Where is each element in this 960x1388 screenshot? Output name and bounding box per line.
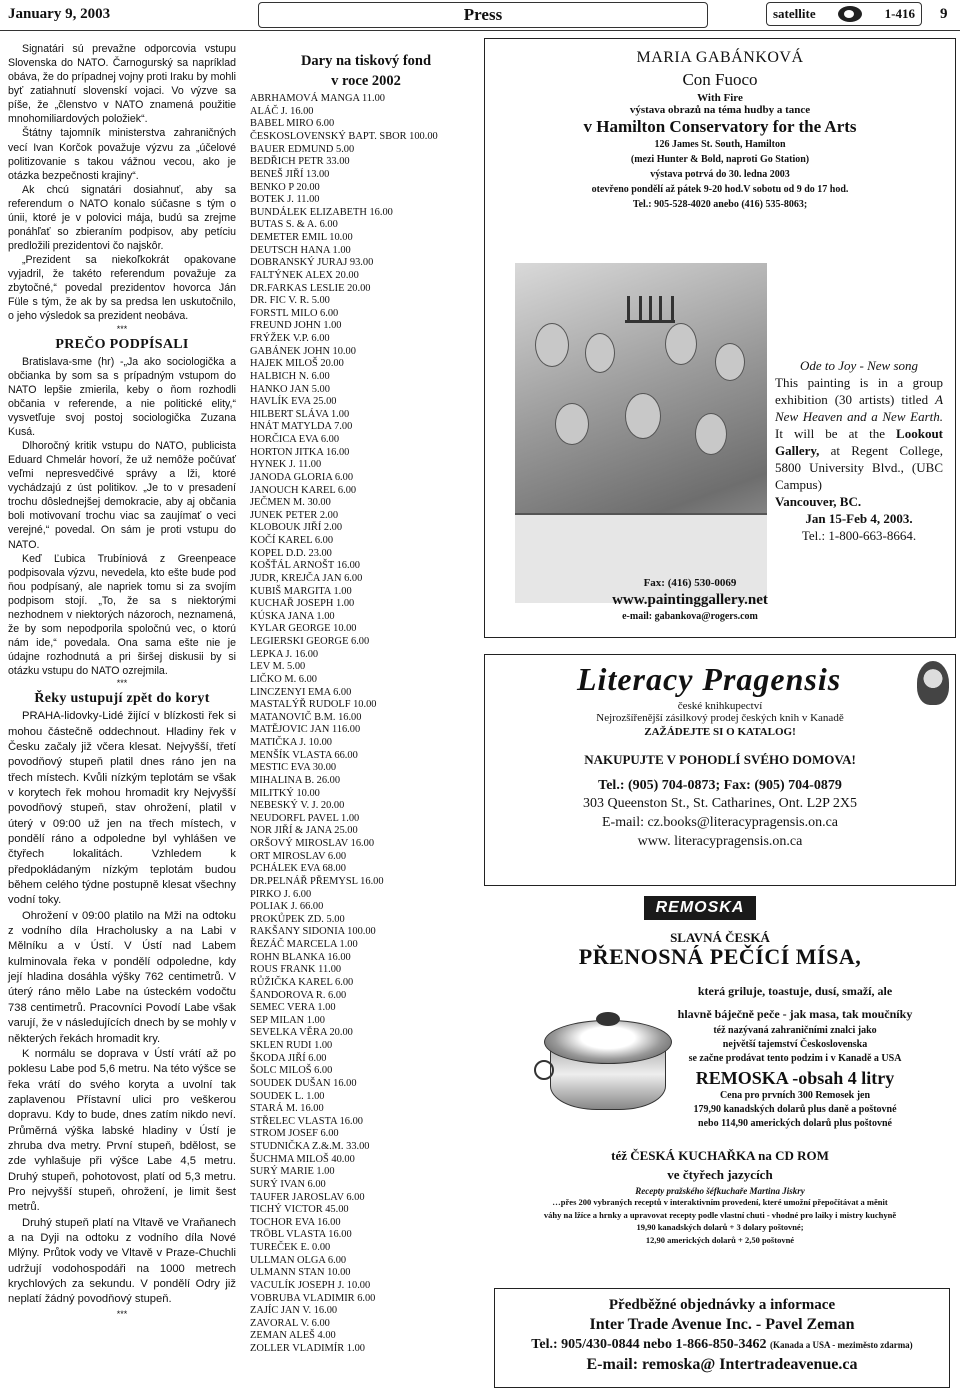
portrait-icon — [917, 661, 949, 705]
satellite-box — [766, 2, 922, 26]
donor-item: STROM JOSEF 6.00 — [250, 1128, 339, 1140]
donor-item: KOČÍ KAREL 6.00 — [250, 535, 334, 546]
donor-item: GABÁNEK JOHN 10.00 — [250, 345, 356, 357]
donor-item: ALÁČ J. 16.00 — [250, 105, 314, 117]
donor-item: NOR JIŘÍ & JANA 25.00 — [250, 825, 358, 837]
donor-item: BOTEK J. 11.00 — [250, 194, 320, 206]
article-paragraph: „Prezident sa niekoľkokrát opakovane vyjadril, že takéto referendum považuje za zbytočné,“ povedal prezidentov hovorca Ján Füle s tým, že ak by sa predsa len uskutočnilo, o jeho výsledok sa prezident neobáva. — [8, 254, 236, 323]
cookbook-offer: též ČESKÁ KUCHAŘKA na CD ROM ve čtyřech jazycích Recepty pražského šéfkuchaře Martina Jiskry …přes 200 vybraných receptů v interaktivním provedení, které umožní přepočítávat a měnit váhy na lžíce a hrnky a upravovat recepty podle vlastní chuti - vhodné pro laiky i mistry kuchyně 19,90 kanadských dolarů + 3 dolary poštovné; 12,90 amerických dolarů + 2,50 poštovné — [543, 1148, 897, 1245]
donor-item: STUDNIČKA Z.&.M. 33.00 — [250, 1141, 370, 1152]
donor-item: ROUS FRANK 11.00 — [250, 964, 342, 976]
donor-item: SOUDEK DUŠAN 16.00 — [250, 1077, 357, 1089]
literacy-catalog: ZAŽÁDEJTE SI O KATALOG! — [644, 726, 796, 738]
donor-item: KUBIŠ MARGITA 1.00 — [250, 585, 352, 597]
donor-item: DR.PELNÁŘ PŘEMYSL 16.00 — [250, 875, 384, 887]
donor-item: SURÝ MARIE 1.00 — [250, 1166, 335, 1178]
literacy-desc: Nejrozšířenější zásilkový prodej českých knih v Kanadě — [596, 712, 844, 724]
gallery-ad — [484, 38, 956, 638]
donor-item: BUTAS S. & A. 6.00 — [250, 219, 338, 231]
donor-item: ZEMAN ALEŠ 4.00 — [250, 1330, 336, 1342]
article-paragraph: Keď Ľubica Trubíniová z Greenpeace podpisovala výzvu, nevedela, kto ešte bude pod ňou podpísaný, ale napriek tomu si za svojím podpisom stojí. „To, že sa s niektorými nezhodnem v niektorých názoroch, neznamená, že by som nepodporila spoločnú vec, o ktorú nám ide,“ povedala. Ona sama ešte nie je údajne rozhodnutá a pri širšej diskusii by si otázku vstupu do NATO ozrejmila. — [8, 552, 236, 678]
literacy-email-link[interactable]: E-mail: cz.books@literacypragensis.on.ca — [601, 815, 839, 830]
donor-item: SKLEN RUDI 1.00 — [250, 1040, 333, 1051]
literacy-tagline: české knihkupectví — [677, 700, 763, 712]
donor-item: TAUFER JAROSLAV 6.00 — [250, 1191, 365, 1203]
donor-item: ZAJÍC JAN V. 16.00 — [250, 1305, 338, 1317]
donor-item: ORT MIROSLAV 6.00 — [250, 850, 347, 862]
donor-item: TUREČEK E. 0.00 — [250, 1242, 331, 1253]
price-cad: 179,90 kanadských dolarů plus daně a poštovné — [693, 1104, 897, 1115]
donor-item: DEUTSCH HANA 1.00 — [250, 244, 351, 256]
exhibit-dates: výstava potrvá do 30. ledna 2003 — [650, 169, 790, 180]
donor-item: JUNEK PETER 2.00 — [250, 509, 339, 521]
donor-item: ŠOLC MILOŠ 6.00 — [250, 1065, 333, 1077]
exhibit-venue: v Hamilton Conservatory for the Arts — [583, 117, 857, 136]
donor-item: LEGIERSKI GEORGE 6.00 — [250, 636, 370, 647]
donor-item: ŘEZÁČ MARCELA 1.00 — [250, 939, 358, 950]
donor-item: FREUND JOHN 1.00 — [250, 320, 342, 332]
artist-name: MARIA GABÁNKOVÁ — [636, 49, 804, 66]
donor-item: PIRKO J. 6.00 — [250, 888, 312, 900]
donor-item: HILBERT SLÁVA 1.00 — [250, 408, 350, 420]
donor-item: SEVELKA VĚRA 20.00 — [250, 1027, 353, 1039]
gallery-website-link[interactable]: www.paintinggallery.net — [612, 592, 768, 608]
donor-item: NEBESKÝ V. J. 20.00 — [250, 800, 345, 812]
news-column — [8, 42, 236, 1320]
venue-address2: (mezi Hunter & Bold, naproti Go Station) — [630, 154, 810, 165]
donor-item: DR. FIC V. R. 5.00 — [250, 295, 330, 307]
article-paragraph: K normálu se doprava v Ústí vrátí až po poklesu Labe pod 5,6 metru. Na této výšce se řeka vrátí do svého koryta a uvolní tak zaplavenou Přístavní ulici pro veškerou dopravu. Kdy to bude, dnes zatím nikdo neví. Průměrná výška labské hladiny v Ústí je zhruba dva metry. První stupeň, bdělost, se zde vyhlašuje při výšce Labe 4,5 metru. Druhý stupeň, pohotovost, platí od 5,3 metru. Pro nejvyšší stupeň, ohrožení, je limit šest metrů. — [8, 1047, 236, 1214]
donor-item: MASTALÝŘ RUDOLF 10.00 — [250, 699, 377, 711]
remoska-description: která griluje, toastuje, dusí, smaží, ale hlavně báječně peče - jak masa, tak moučníky též nazývaná zahraničními znalci jako největší tajemství Československa se začne prodávat tento podzim i v Kanadě a USA REMOSKA -obsah 4 litry Cena pro prvních 300 Remosek jen 179,90 kanadských dolarů plus daně a poštovné nebo 114,90 amerických dolarů plus poštovné — [634, 984, 956, 1131]
venue-address: 126 James St. South, Hamilton — [654, 139, 786, 150]
remoska-logo: REMOSKA — [644, 896, 756, 920]
article-paragraph: Signatári sú prevažne odporcovia vstupu Slovenska do NATO. Čarnogurský sa napríklad obáva, že do prípadnej vojny proti Iraku by mohli byť zatiahnutí slovenskí vojaci. Vo výzve sa píše, že „členstvo v NATO znamená použitie mnohomiliardových položiek“. — [8, 43, 236, 126]
article-paragraph: Ohrožení v 09:00 platilo na Mži na odtoku z vodního díla Hracholusky a na Labi v Mělníku a v Ústí. V Ústí nad Labem kulminovala řeka v pondělí odpoledne, kdy její hladina dosáhla výšky 762 centimetrů. V úterý ráno mělo Labe na ústeckém vodočtu 738 centimetrů. Pracovníci Povodí Labe však varují, že v následujících dnech by se mohly v některých řekách hromadit kry. — [8, 909, 236, 1045]
donor-item: HORTON JITKA 16.00 — [250, 446, 350, 458]
donor-item: KYLAR GEORGE 10.00 — [250, 623, 357, 635]
ode-text: Ode to Joy - New song This painting is in a group exhibition (30 artists) titled A New Heaven and a New Earth. It will be at the Lookout Gallery, at Regent College, 5800 University Blvd., (UBC Campus) Vancouver, BC. Jan 15-Feb 4, 2003. Tel.: 1-800-663-8664. — [775, 358, 944, 543]
gallery-fax: Fax: (416) 530-0069 — [643, 577, 737, 589]
literacy-logo-text: Literacy Pragensis — [577, 661, 842, 697]
donors-title: Dary na tiskový fond v roce 2002 — [300, 53, 432, 89]
painting-image — [515, 263, 767, 603]
donor-item: ŠKODA JIŘÍ 6.00 — [250, 1052, 327, 1064]
literacy-slogan: NAKUPUJTE V POHODLÍ SVÉHO DOMOVA! — [584, 752, 856, 767]
satellite-number: 1-416 — [884, 6, 915, 21]
donor-item: HANKO JAN 5.00 — [250, 383, 330, 395]
price-usd: nebo 114,90 amerických dolarů plus poštovné — [698, 1118, 892, 1129]
donor-item: DOBRANSKÝ JURAJ 93.00 — [250, 257, 374, 269]
donor-item: SOUDEK L. 1.00 — [250, 1090, 325, 1102]
donor-item: HAJEK MILOŠ 20.00 — [250, 358, 344, 370]
donor-item: SEMEC VERA 1.00 — [250, 1002, 336, 1014]
remoska-headline: PŘENOSNÁ PEČÍCÍ MÍSA, — [578, 944, 862, 969]
order-info-box: Předběžné objednávky a informace Inter Trade Avenue Inc. - Pavel Zeman Tel.: 905/430-0844 nebo 1-866-850-3462 (Kanada a USA - meziměsto zdarma) E-mail: remoska@ Intertradeavenue.ca — [494, 1288, 950, 1388]
donor-item: LEPKA J. 16.00 — [250, 648, 319, 660]
donor-item: BAUER EDMUND 5.00 — [250, 143, 355, 155]
donor-item: FRÝŽEK V.P. 6.00 — [250, 333, 330, 344]
gallery-tel: Tel.: 905-528-4020 anebo (416) 535-8063; — [632, 199, 808, 210]
remoska-kicker: SLAVNÁ ČESKÁ — [670, 930, 770, 945]
exhibit-hours: otevřeno pondělí až pátek 9-20 hod.V sobotu od 9 do 17 hod. — [591, 184, 849, 195]
separator: *** — [116, 323, 128, 334]
donor-item: KOŠŤÁL ARNOŠT 16.00 — [250, 560, 360, 572]
donor-item: FALTÝNEK ALEX 20.00 — [250, 269, 359, 281]
donor-item: LIČKO M. 6.00 — [250, 673, 317, 685]
donor-item: JANODA GLORIA 6.00 — [250, 471, 354, 483]
donor-item: LEV M. 5.00 — [250, 661, 306, 673]
donor-item: DR.FARKAS LESLIE 20.00 — [250, 282, 371, 294]
donor-item: SEP MILAN 1.00 — [250, 1014, 325, 1026]
literacy-phone: Tel.: (905) 704-0873; Fax: (905) 704-0879 — [598, 778, 842, 793]
donor-item: KLOBOUK JIŘÍ 2.00 — [250, 522, 343, 534]
donor-item: MESTIC EVA 30.00 — [250, 762, 337, 774]
donor-item: ORŠOVÝ MIROSLAV 16.00 — [250, 838, 375, 849]
donor-item: MIHALINA B. 26.00 — [250, 774, 341, 786]
donor-item: DEMETER EMIL 10.00 — [250, 232, 353, 243]
donor-item: POLIAK J. 66.00 — [250, 901, 324, 913]
donor-item: TOCHOR EVA 16.00 — [250, 1216, 341, 1228]
donor-item: ZOLLER VLADIMÍR 1.00 — [250, 1343, 365, 1354]
donor-item: ABRHAMOVÁ MANGA 11.00 — [250, 93, 385, 105]
donor-item: RAKŠANY SIDONIA 100.00 — [250, 926, 376, 938]
article-paragraph: Bratislava-sme (hr) -„Ja ako sociologička a občianka by som sa s prípadným vstupom do NATO lepšie zmierila, keby o ňom rozhodli občania v referende, a nie politické elity,“ vysvetľuje svoj postoj sociologička Zuzana Kusá. — [8, 355, 236, 438]
donor-item: ROHN BLANKA 16.00 — [250, 951, 351, 963]
donor-item: KÚSKA JANA 1.00 — [250, 610, 335, 622]
donor-item: ULMANN STAN 10.00 — [250, 1267, 351, 1279]
issue-date: January 9, 2003 — [8, 6, 111, 22]
donor-item: ZAVORAL V. 6.00 — [250, 1317, 330, 1329]
satellite-label: satellite — [773, 6, 816, 21]
donor-item: ŠUCHMA MILOŠ 40.00 — [250, 1153, 355, 1165]
article-paragraph: Ak chcú signatári dosiahnuť, aby sa referendum o NATO konalo súčasne s tým o únii, ktoré je v polovici mája, budú sa zrejme ponáhľať so zbieraním podpisov, aby petíciu predložili prezidentovi čo najskôr. — [8, 183, 236, 253]
remoska-ad — [484, 892, 956, 1388]
exhibit-title: Con Fuoco — [682, 70, 758, 89]
donor-item: MATANOVIČ B.M. 16.00 — [250, 711, 362, 723]
donor-item: ŠANDOROVA R. 6.00 — [250, 989, 347, 1001]
donor-item: BEDŘICH PETR 33.00 — [250, 156, 350, 168]
donor-item: MATIČKA J. 10.00 — [250, 737, 332, 748]
donor-item: ČESKOSLOVENSKÝ BAPT. SBOR 100.00 — [250, 131, 438, 142]
donor-item: LINCZENYI EMA 6.00 — [250, 686, 352, 698]
literacy-address: 303 Queenston St., St. Catharines, Ont. L2P 2X5 — [582, 796, 858, 811]
donor-item: HORČICA EVA 6.00 — [250, 434, 340, 445]
section-title: Press — [258, 2, 708, 28]
donor-item: JUDR, KREJČA JAN 6.00 — [250, 572, 363, 584]
literacy-website-link[interactable]: www. literacypragensis.on.ca — [637, 834, 803, 849]
donor-item: TRÖBL VLASTA 16.00 — [250, 1229, 352, 1241]
remoska-product: REMOSKA -obsah 4 litry — [695, 1068, 895, 1088]
exhibit-desc: výstava obrazů na téma hudby a tance — [629, 104, 811, 116]
donor-item: PROKŮPEK ZD. 5.00 — [250, 913, 345, 925]
article-paragraph: Dlhoročný kritik vstupu do NATO, publicista Eduard Chmelár hovorí, že už nemôže počúvať veľmi nepresvedčivé správy a lži, ktoré vychádzajú z úst politikov. „Je to v presadení trochu dôslednejšej demokracie, aby aj občania boli motivovaní trochu viac sa zaujímať o veci verejné,“ povedal. On sám je proti vstupu do NATO. — [8, 440, 236, 551]
donor-item: JEČMEN M. 30.00 — [250, 497, 331, 509]
header-divider — [0, 30, 960, 31]
donor-item: TICHÝ VICTOR 45.00 — [250, 1204, 349, 1216]
article-paragraph: Druhý stupeň platí na Vltavě ve Vraňanech a na Dyji na odtoku z vodního díla Nové Mlýny. Průtok vody ve Vltavě v Praze-Chuchli udržují vodohospodáři na 1000 metrech krychlových za sekundu. V pondělí Odry již neplatí žádný povodňový stupeň. — [8, 1216, 236, 1306]
donor-item: ULLMAN OLGA 6.00 — [250, 1254, 347, 1266]
separator: *** — [116, 678, 128, 689]
donor-item: BENEŠ JIŘÍ 13.00 — [250, 168, 330, 180]
exhibit-subtitle: With Fire — [697, 92, 743, 104]
order-phone: Tel.: 905/430-0844 nebo 1-866-850-3462 (Kanada a USA - meziměsto zdarma) — [531, 1337, 913, 1352]
donor-item: BENKO P 20.00 — [250, 181, 320, 193]
donor-item: MENŠÍK VLASTA 66.00 — [250, 749, 358, 761]
donors-column — [250, 52, 482, 1356]
donor-item: MATĚJOVIC JAN 116.00 — [250, 724, 361, 736]
article-paragraph: Štátny tajomník ministerstva zahraničných vecí Ivan Korčok považuje výzvu za „účelové politizovanie s takou vážnou vecou, ako je otázka bezpečnosti krajiny“. — [8, 127, 236, 182]
globe-icon — [838, 6, 862, 22]
donor-item: VOBRUBA VLADIMIR 6.00 — [250, 1292, 376, 1304]
donor-item: KUCHAŘ JOSEPH 1.00 — [250, 598, 355, 610]
donor-item: STŘELEC VLASTA 16.00 — [250, 1115, 363, 1127]
vendor-name: Inter Trade Avenue Inc. - Pavel Zeman — [589, 1316, 855, 1333]
donor-item: JANOUCH KAREL 6.00 — [250, 484, 357, 496]
order-email-link[interactable]: E-mail: remoska@ Intertradeavenue.ca — [586, 1356, 858, 1373]
donor-list — [250, 93, 482, 1356]
donor-item: KOPEL D.D. 23.00 — [250, 547, 332, 559]
donor-item: STARÁ M. 16.00 — [250, 1103, 324, 1115]
donor-item: HAVLÍK EVA 25.00 — [250, 396, 337, 408]
donor-item: HNÁT MATYLDA 7.00 — [250, 421, 353, 433]
gallery-email-link[interactable]: e-mail: gabankova@rogers.com — [622, 611, 758, 622]
donor-item: SURÝ IVAN 6.00 — [250, 1178, 326, 1190]
donor-item: MILITKÝ 10.00 — [250, 787, 320, 799]
menorah-icon — [625, 283, 675, 323]
donor-item: FORSTL MILO 6.00 — [250, 307, 339, 319]
donor-item: PCHÁLEK EVA 68.00 — [250, 863, 346, 875]
donor-item: NEUDORFL PAVEL 1.00 — [250, 812, 360, 824]
donor-item: VACULÍK JOSEPH J. 10.00 — [250, 1279, 371, 1291]
donor-item: HALBICH N. 6.00 — [250, 370, 330, 382]
article-paragraph: PRAHA-lidovky-Lidé žijící v blízkosti řek si mohou částečně oddechnout. Hladiny řek v Česku začaly již včera klesat. Nejvyšší, třetí povodňový stupeň platil dnes ráno jen na třech místech. Kvůli nízkým teplotám se však v korytech řek mohou hromadit kry Nejvyšší povodňový stupeň, stav ohrožení, platil v úterý v 09:00 už jen na třech místech, v pondělí ráno a odpoledne byl vyhlášen ve čtyřech lokalitách. Vzhledem k předpokládaným nízkým teplotám budou během celého týdne postupně klesat všechny vodní toky. — [8, 710, 236, 907]
headline-reky: Řeky ustupují zpět do koryt — [34, 691, 210, 707]
donor-item: HYNEK J. 11.00 — [250, 459, 322, 471]
literacy-ad — [484, 654, 956, 886]
donor-item: BUNDÁLEK ELIZABETH 16.00 — [250, 206, 393, 218]
donor-item: RŮŽIČKA KAREL 6.00 — [250, 976, 354, 988]
page-number: 9 — [940, 6, 948, 22]
separator: *** — [116, 1308, 128, 1319]
headline-preco: PREČO PODPÍSALI — [55, 336, 189, 352]
donor-item: BABEL MIRO 6.00 — [250, 118, 335, 130]
